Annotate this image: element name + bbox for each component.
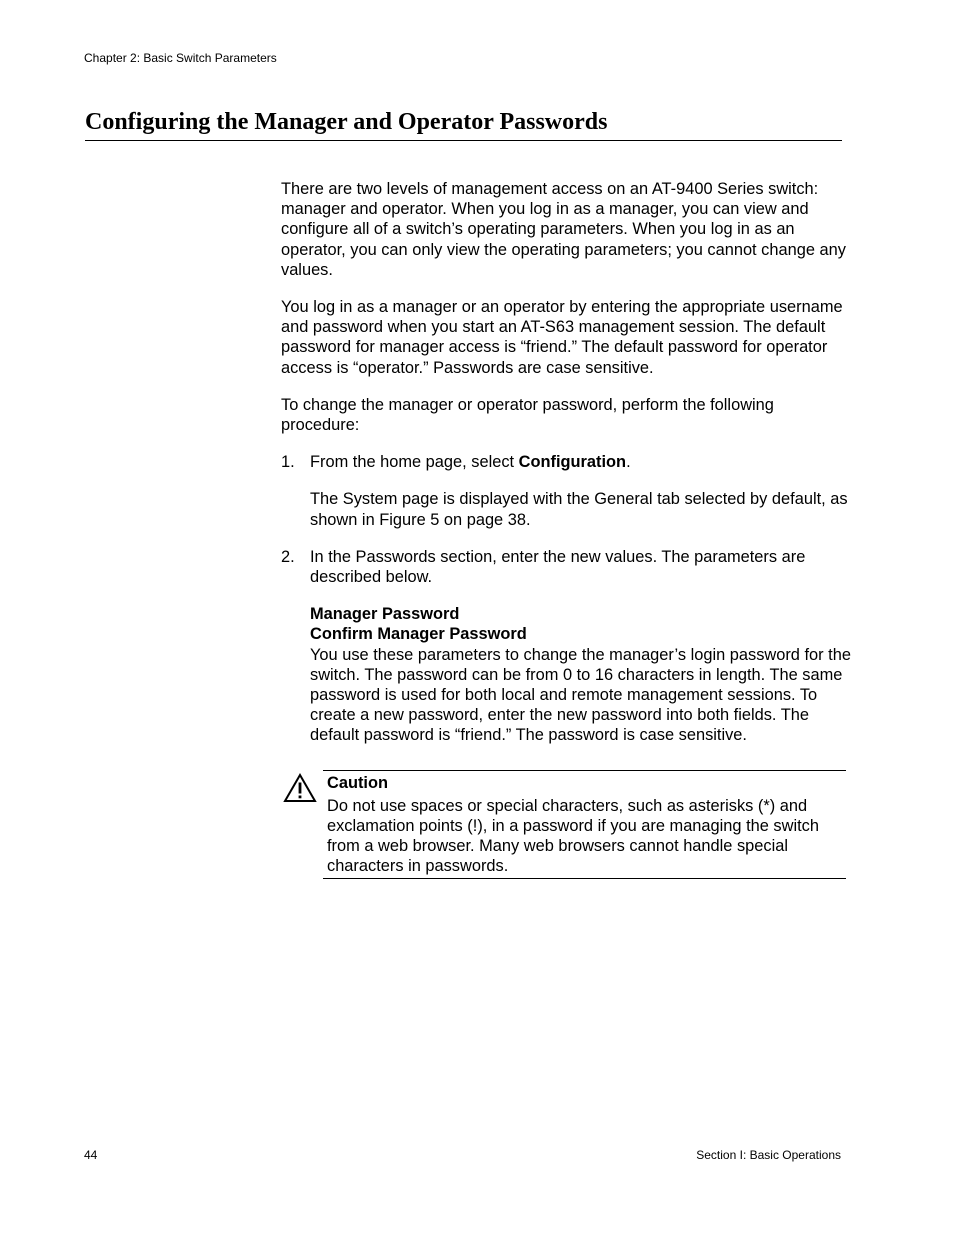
step-text: From the home page, select xyxy=(310,453,519,472)
parameter-block xyxy=(281,604,851,745)
running-head: Chapter 2: Basic Switch Parameters xyxy=(84,51,277,65)
login-paragraph: You log in as a manager or an operator by entering the appropriate username and password when you start an AT-S63 management session. The default password for manager access is “friend.” The default password for operator access is “operator.” Passwords are case sensitive. xyxy=(281,298,843,377)
step-text-end: . xyxy=(626,453,631,472)
step-number: 1. xyxy=(281,453,295,472)
step-1-note: The System page is displayed with the General tab selected by default, as shown in Figure 5 on page 38. xyxy=(310,490,848,529)
intro-paragraph: There are two levels of management access on an AT-9400 Series switch: manager and operator. When you log in as a manager, you can view and configure all of a switch’s operating parameters. When you log in as an operator, you can only view the operating parameters; you cannot change any values. xyxy=(281,180,846,279)
caution-text: Do not use spaces or special characters, such as asterisks (*) and exclamation points (!), in a password if you are managing the switch from a web browser. Many web browsers cannot handle special characters in passwords. xyxy=(327,796,819,876)
step-number: 2. xyxy=(281,547,295,566)
parameter-name: Confirm Manager Password xyxy=(310,625,527,644)
caution-title: Caution xyxy=(327,773,389,792)
step-2 xyxy=(281,547,851,587)
step-1 xyxy=(281,452,851,472)
procedure-intro: To change the manager or operator password, perform the following procedure: xyxy=(281,395,774,435)
parameter-name: Manager Password xyxy=(310,605,460,624)
body-text xyxy=(281,179,851,879)
step-menu-name: Configuration xyxy=(518,453,627,472)
footer-section-name: Section I: Basic Operations xyxy=(696,1148,841,1162)
title-rule xyxy=(85,140,842,141)
page-number: 44 xyxy=(84,1148,98,1162)
parameter-description: You use these parameters to change the manager’s login password for the switch. The password can be from 0 to 16 characters in length. The same password is used for both local and remote management sessions. To create a new password, enter the new password into both fields. The default password is “friend.” The password is case sensitive. xyxy=(310,645,851,745)
section-title: Configuring the Manager and Operator Passwords xyxy=(85,109,608,135)
step-text: In the Passwords section, enter the new values. The parameters are described below. xyxy=(310,547,806,587)
caution-box xyxy=(323,770,846,879)
warning-triangle-icon xyxy=(283,773,317,803)
